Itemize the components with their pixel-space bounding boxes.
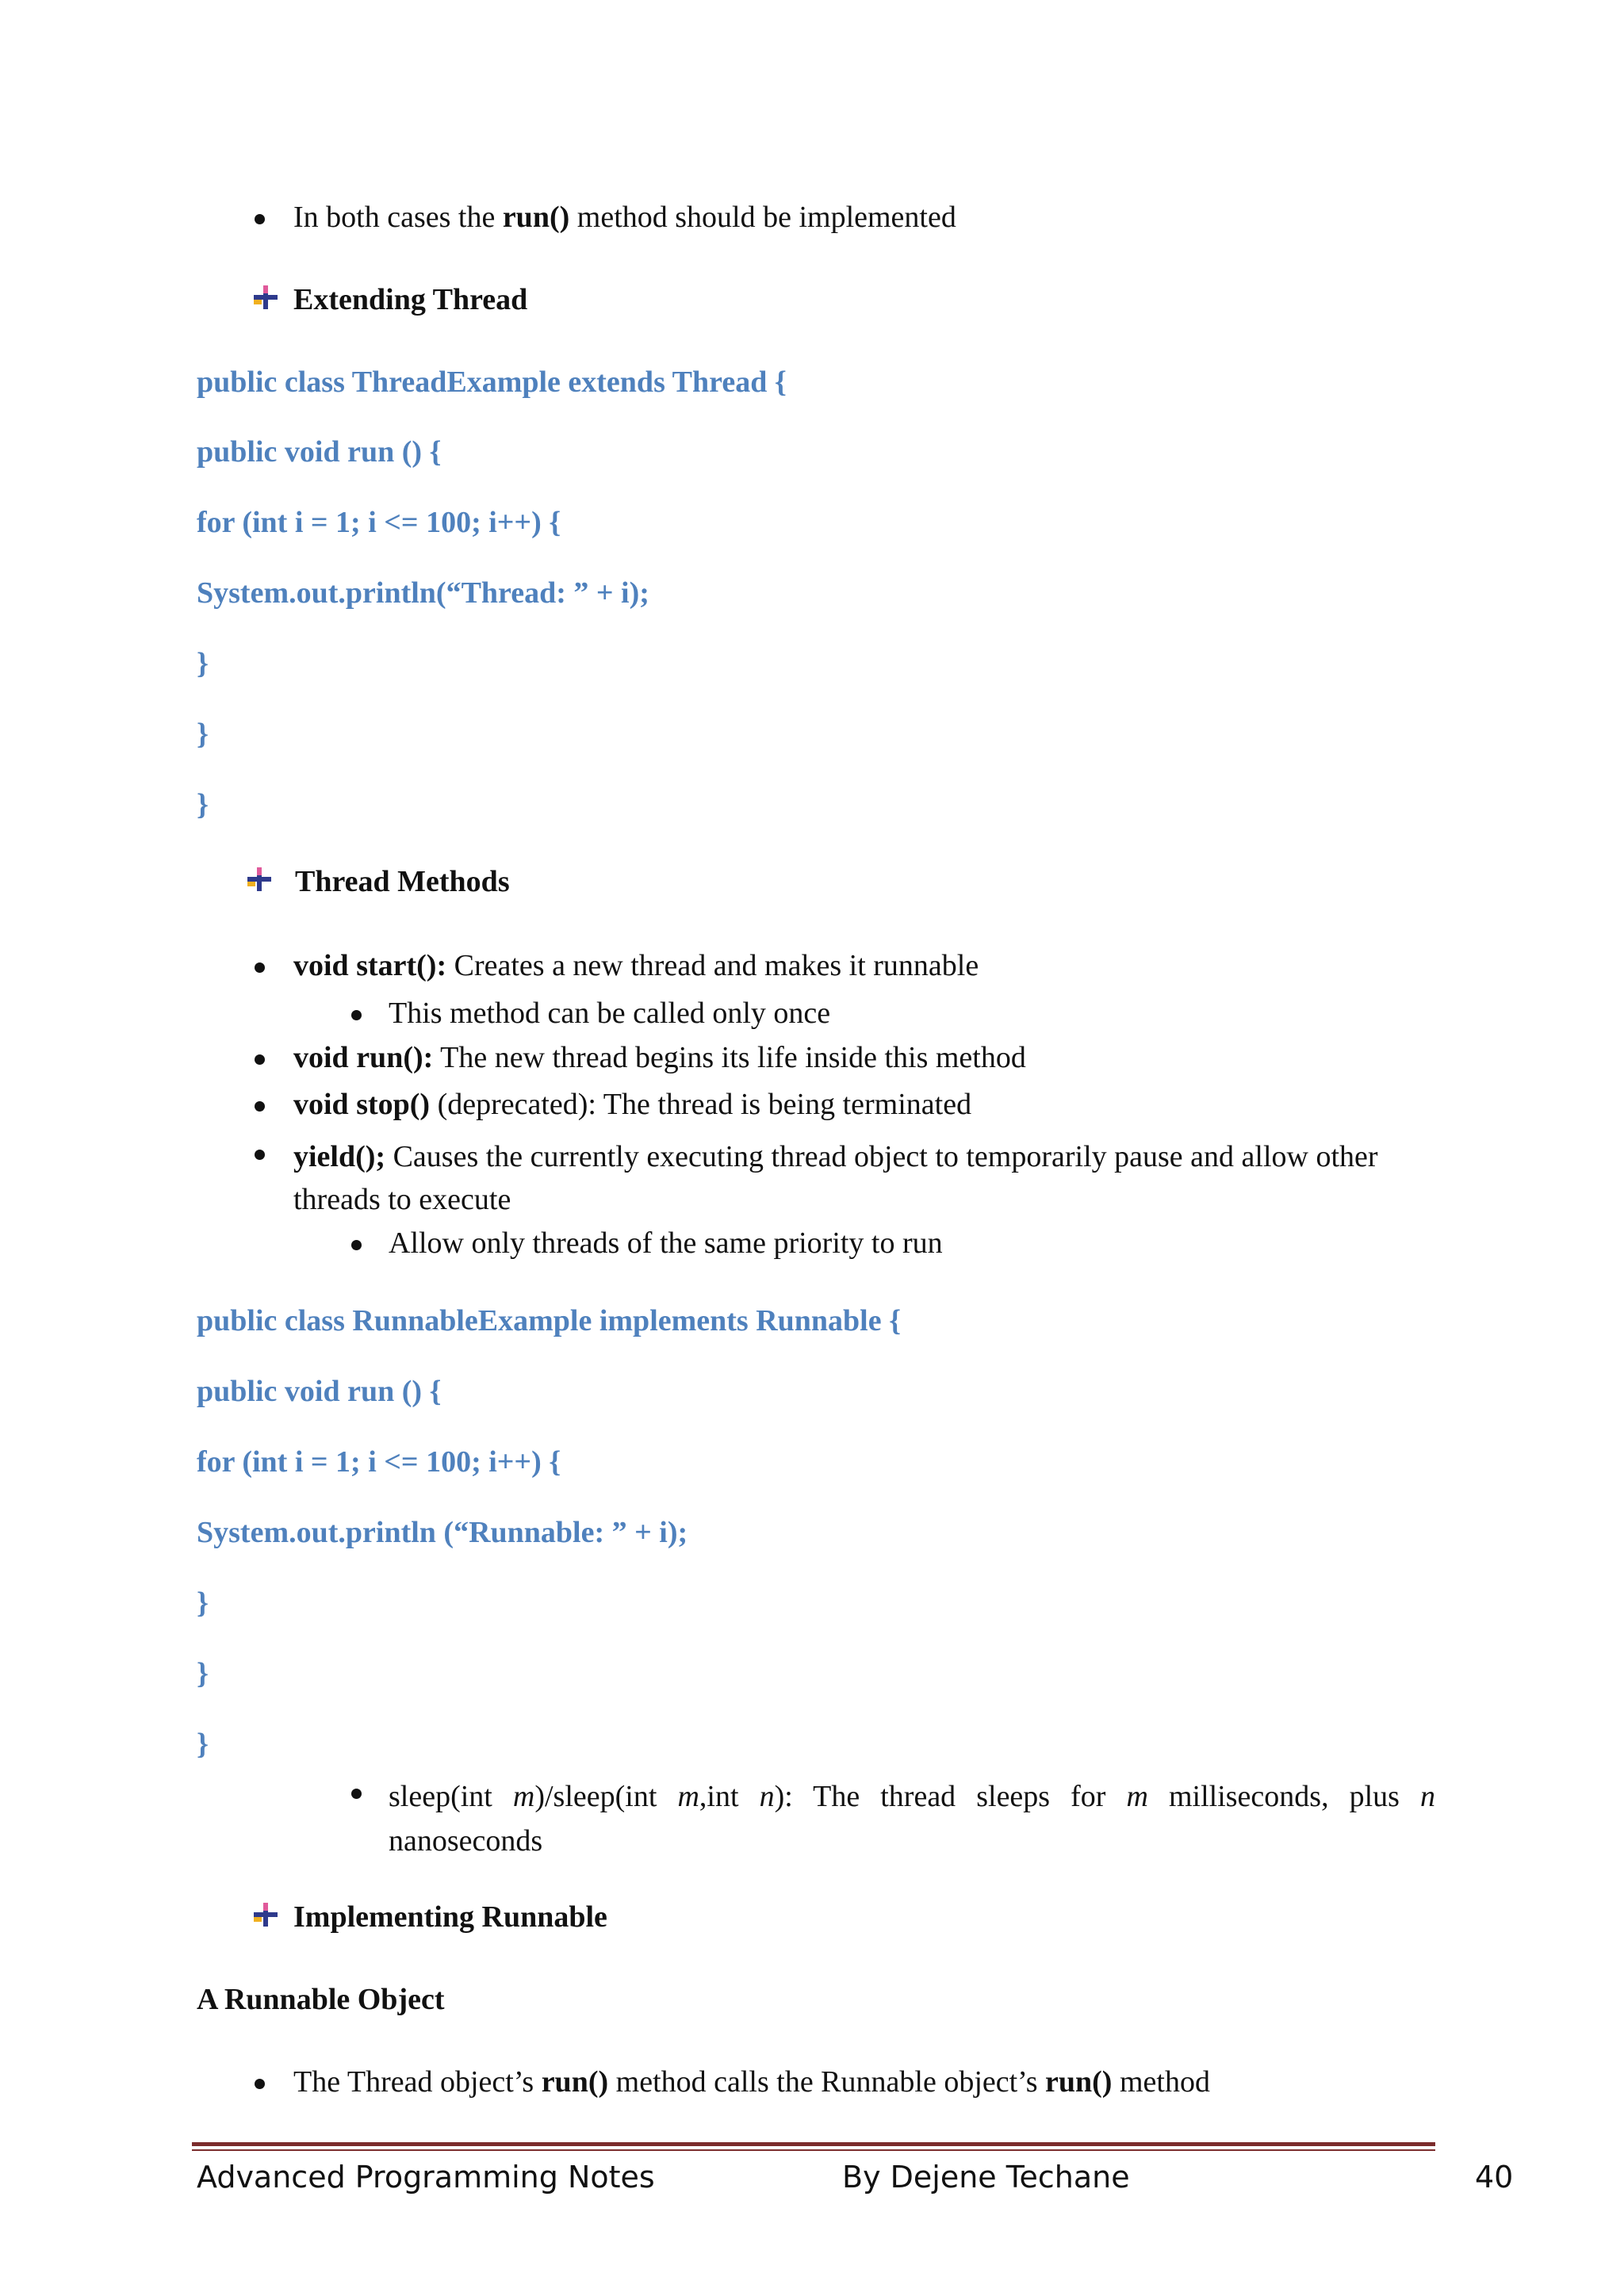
runnable-bold: run() — [1045, 2065, 1113, 2099]
method-start-name: void start(): — [293, 949, 447, 982]
runnable-bold: run() — [541, 2065, 609, 2099]
method-run-desc: The new thread begins its life inside this method — [433, 1041, 1026, 1074]
bullet-dot — [255, 1101, 265, 1112]
method-stop-name: void stop() — [293, 1088, 431, 1121]
bullet-dot — [351, 1010, 362, 1020]
intro-text-post: method should be implemented — [569, 201, 956, 234]
heading-thread-methods: Thread Methods — [295, 865, 510, 898]
method-yield-sub: Allow only threads of the same priority to run — [389, 1226, 943, 1260]
heading-runnable-object: A Runnable Object — [197, 1983, 445, 2016]
sleep-text: milliseconds, plus — [1147, 1780, 1420, 1813]
intro-bullet-text — [293, 200, 956, 236]
bullet-dot — [255, 1150, 265, 1160]
code-line: for (int i = 1; i <= 100; i++) { — [197, 506, 561, 539]
heading-implementing-runnable: Implementing Runnable — [293, 1900, 607, 1934]
bullet-dot — [255, 2079, 265, 2089]
method-run-name: void run(): — [293, 1041, 434, 1074]
code-line: System.out.println(“Thread: ” + i); — [197, 576, 649, 610]
bullet-dot — [351, 1789, 362, 1799]
sleep-var: m — [677, 1780, 699, 1813]
footer-rule — [192, 2149, 1435, 2151]
footer-rule — [192, 2142, 1435, 2146]
sleep-text: )/sleep(int — [534, 1780, 678, 1813]
sleep-text: nanoseconds — [389, 1824, 543, 1858]
method-yield-desc: Causes the currently executing thread object to temporarily pause and allow other threads to execute — [293, 1140, 1378, 1216]
sleep-text: sleep(int — [389, 1780, 513, 1813]
code-line: for (int i = 1; i <= 100; i++) { — [197, 1445, 561, 1479]
method-sleep — [389, 1774, 1435, 1863]
code-line: System.out.println (“Runnable: ” + i); — [197, 1516, 688, 1549]
code-line: } — [197, 1586, 209, 1620]
method-start — [293, 948, 979, 985]
method-yield-name: yield(); — [293, 1140, 386, 1173]
code-line: } — [197, 1657, 209, 1690]
sleep-text: ,int — [699, 1780, 760, 1813]
runnable-bullet-text — [293, 2064, 1210, 2101]
code-line: } — [197, 647, 209, 680]
method-stop — [293, 1087, 971, 1123]
footer-title: Advanced Programming Notes — [197, 2160, 655, 2195]
code-line: public class ThreadExample extends Thread { — [197, 365, 787, 399]
method-stop-desc: (deprecated): The thread is being terminated — [430, 1088, 972, 1121]
sleep-text: ): The thread sleeps for — [774, 1780, 1127, 1813]
heading-extending-thread: Extending Thread — [293, 283, 528, 316]
plus-bullet-icon — [246, 866, 273, 893]
sleep-var: m — [1126, 1780, 1148, 1813]
intro-text-pre: In both cases the — [293, 201, 503, 234]
intro-text-bold: run() — [502, 201, 570, 234]
bullet-dot — [255, 962, 265, 973]
method-run — [293, 1040, 1026, 1077]
runnable-text: The Thread object’s — [293, 2065, 542, 2099]
method-start-sub: This method can be called only once — [389, 997, 831, 1030]
plus-bullet-icon — [252, 1901, 279, 1928]
code-line: public void run () { — [197, 1375, 442, 1408]
bullet-dot — [255, 1054, 265, 1065]
code-line: } — [197, 1728, 209, 1761]
sleep-var: n — [759, 1780, 775, 1813]
bullet-dot — [255, 214, 265, 224]
method-yield — [293, 1135, 1435, 1221]
footer-author: By Dejene Techane — [842, 2160, 1130, 2195]
code-line: public class RunnableExample implements Runnable { — [197, 1304, 902, 1337]
method-start-desc: Creates a new thread and makes it runnable — [446, 949, 979, 982]
code-line: } — [197, 788, 209, 821]
plus-bullet-icon — [252, 284, 279, 311]
runnable-text: method calls the Runnable object’s — [608, 2065, 1046, 2099]
page-number: 40 — [1475, 2160, 1514, 2195]
bullet-dot — [351, 1240, 362, 1250]
code-line: } — [197, 718, 209, 751]
code-line: public void run () { — [197, 435, 442, 469]
sleep-var: m — [512, 1780, 535, 1813]
runnable-text: method — [1112, 2065, 1210, 2099]
sleep-var: n — [1420, 1780, 1435, 1813]
